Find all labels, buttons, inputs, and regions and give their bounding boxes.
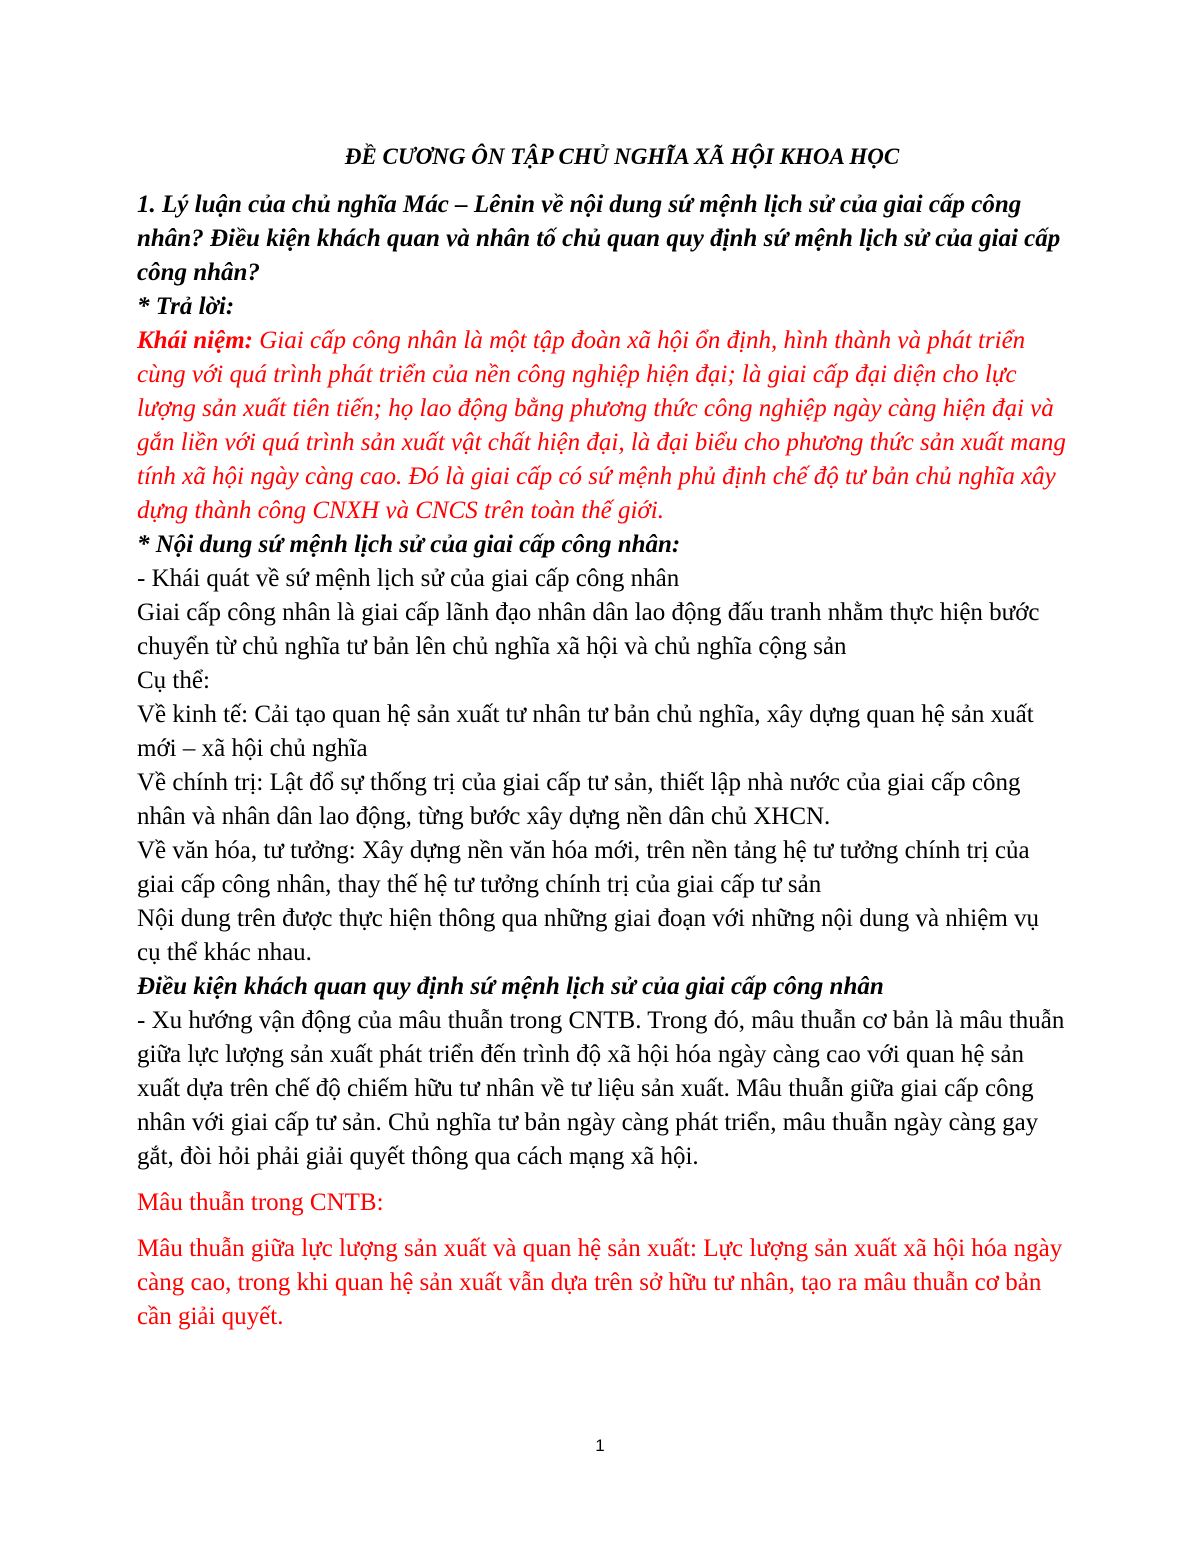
- answer-label: * Trả lời:: [137, 293, 235, 320]
- overview-text: Giai cấp công nhân là giai cấp lãnh đạo nhân dân lao động đấu tranh nhằm thực hiện bước chuyển từ chủ nghĩa tư bản lên chủ nghĩa xã hội và chủ nghĩa cộng sản: [137, 599, 1040, 660]
- economy-text: Về kinh tế: Cải tạo quan hệ sản xuất tư nhân tư bản chủ nghĩa, xây dựng quan hệ sản xuất mới – xã hội chủ nghĩa: [137, 701, 1034, 762]
- contradiction-heading: Mâu thuẫn trong CNTB:: [137, 1189, 384, 1216]
- overview-line: - Khái quát về sứ mệnh lịch sử của giai cấp công nhân: [137, 565, 680, 592]
- content-heading: * Nội dung sứ mệnh lịch sử của giai cấp công nhân:: [137, 531, 681, 558]
- document-body: [137, 140, 1067, 1334]
- page-number: 1: [595, 1436, 605, 1455]
- conditions-heading: Điều kiện khách quan quy định sứ mệnh lịch sử của giai cấp công nhân: [137, 973, 884, 1000]
- question-heading: 1. Lý luận của chủ nghĩa Mác – Lênin về nội dung sứ mệnh lịch sử của giai cấp công nhân? Điều kiện khách quan và nhân tố chủ quan quy định sứ mệnh lịch sử của giai cấp công nhân?: [137, 191, 1061, 286]
- contradiction-text: Mâu thuẫn giữa lực lượng sản xuất và quan hệ sản xuất: Lực lượng sản xuất xã hội hóa ngày càng cao, trong khi quan hệ sản xuất vẫn dựa trên sở hữu tư nhân, tạo ra mâu thuẫn cơ bản cần giải quyết.: [137, 1235, 1063, 1330]
- concept-text: Giai cấp công nhân là một tập đoàn xã hội ổn định, hình thành và phát triển cùng với quá trình phát triển của nền công nghiệp hiện đại; là giai cấp đại diện cho lực lượng sản xuất tiên tiến; họ lao động bằng phương thức công nghiệp ngày càng hiện đại và gắn liền với quá trình sản xuất vật chất hiện đại, là đại biểu cho phương thức sản xuất mang tính xã hội ngày càng cao. Đó là giai cấp có sứ mệnh phủ định chế độ tư bản chủ nghĩa xây dựng thành công CNXH và CNCS trên toàn thế giới.: [137, 327, 1066, 524]
- concept-label: Khái niệm:: [137, 327, 253, 354]
- stages-text: Nội dung trên được thực hiện thông qua những giai đoạn với những nội dung và nhiệm vụ cụ thể khác nhau.: [137, 905, 1040, 966]
- document-title: ĐỀ CƯƠNG ÔN TẬP CHỦ NGHĨA XÃ HỘI KHOA HỌC: [344, 144, 900, 169]
- politics-text: Về chính trị: Lật đổ sự thống trị của giai cấp tư sản, thiết lập nhà nước của giai cấp công nhân và nhân dân lao động, từng bước xây dựng nền dân chủ XHCN.: [137, 769, 1021, 830]
- concept-paragraph: [137, 324, 1067, 528]
- conditions-text: - Xu hướng vận động của mâu thuẫn trong CNTB. Trong đó, mâu thuẫn cơ bản là mâu thuẫn giữa lực lượng sản xuất phát triển đến trình độ xã hội hóa ngày càng cao với quan hệ sản xuất dựa trên chế độ chiếm hữu tư nhân về tư liệu sản xuất. Mâu thuẫn giữa giai cấp công nhân với giai cấp tư sản. Chủ nghĩa tư bản ngày càng phát triển, mâu thuẫn ngày càng gay gắt, đòi hỏi phải giải quyết thông qua cách mạng xã hội.: [137, 1007, 1065, 1170]
- specific-label: Cụ thể:: [137, 667, 210, 694]
- culture-text: Về văn hóa, tư tưởng: Xây dựng nền văn hóa mới, trên nền tảng hệ tư tưởng chính trị của giai cấp công nhân, thay thế hệ tư tưởng chính trị của giai cấp tư sản: [137, 837, 1030, 898]
